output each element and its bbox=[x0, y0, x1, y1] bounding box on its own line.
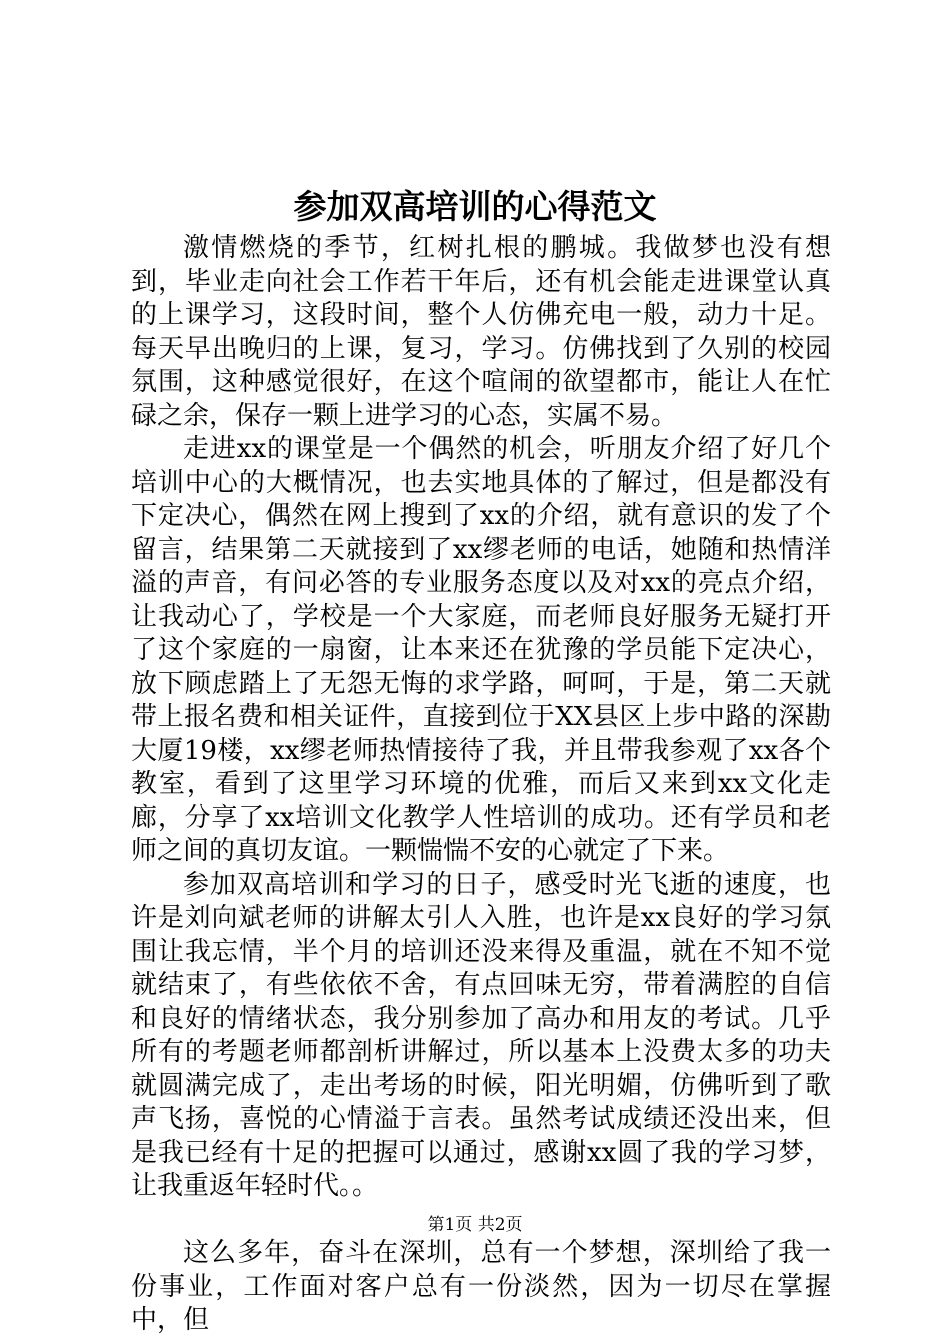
document-title: 参加双高培训的心得范文 bbox=[293, 187, 657, 226]
document-body bbox=[131, 232, 831, 1338]
page-number-footer: 第1页 共2页 bbox=[427, 1215, 523, 1235]
paragraph-2: 走进xx的课堂是一个偶然的机会，听朋友介绍了好几个培训中心的大概情况，也去实地具体的了解过，但是都没有下定决心，偶然在网上搜到了xx的介绍，就有意识的发了个留言，结果第二天就接到了xx缪老师的电话，她随和热情洋溢的声音，有问必答的专业服务态度以及对xx的亮点介绍，让我动心了，学校是一个大家庭，而老师良好服务无疑打开了这个家庭的一扇窗，让本来还在犹豫的学员能下定决心，放下顾虑踏上了无怨无悔的求学路，呵呵，于是，第二天就带上报名费和相关证件，直接到位于XX县区上步中路的深勘大厦19楼，xx缪老师热情接待了我，并且带我参观了xx各个教室，看到了这里学习环境的优雅，而后又来到xx文化走廊，分享了xx培训文化教学人性培训的成功。还有学员和老师之间的真切友谊。一颗惴惴不安的心就定了下来。 bbox=[131, 434, 831, 866]
paragraph-3: 参加双高培训和学习的日子，感受时光飞逝的速度，也许是刘向斌老师的讲解太引人入胜，也许是xx良好的学习氛围让我忘情，半个月的培训还没来得及重温，就在不知不觉就结束了，有些依依不舍，有点回味无穷，带着满腔的自信和良好的情绪状态，我分别参加了高办和用友的考试。几乎所有的考题老师都剖析讲解过，所以基本上没费太多的功夫就圆满完成了，走出考场的时候，阳光明媚，仿佛听到了歌声飞扬，喜悦的心情溢于言表。虽然考试成绩还没出来，但是我已经有十足的把握可以通过，感谢xx圆了我的学习梦，让我重返年轻时代。。 bbox=[131, 869, 831, 1201]
paragraph-4: 这么多年，奋斗在深圳，总有一个梦想，深圳给了我一份事业，工作面对客户总有一份淡然，因为一切尽在掌握中，但 bbox=[131, 1238, 831, 1335]
paragraph-1: 激情燃烧的季节，红树扎根的鹏城。我做梦也没有想到，毕业走向社会工作若干年后，还有机会能走进课堂认真的上课学习，这段时间，整个人仿佛充电一般，动力十足。每天早出晚归的上课，复习，学习。仿佛找到了久别的校园氛围，这种感觉很好，在这个喧闹的欲望都市，能让人在忙碌之余，保存一颗上进学习的心态，实属不易。 bbox=[131, 233, 831, 431]
